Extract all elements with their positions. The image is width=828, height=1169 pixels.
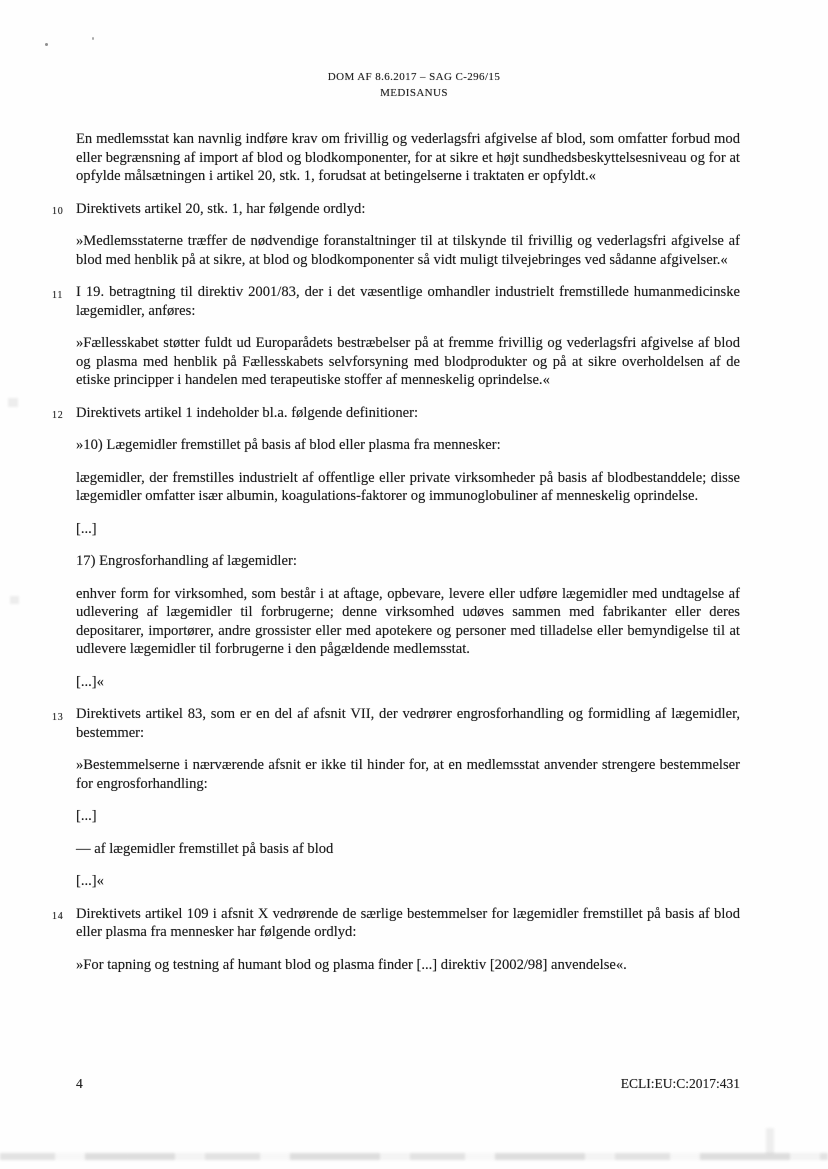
paragraph bbox=[76, 232, 740, 269]
scan-smudge bbox=[10, 596, 19, 604]
paragraph bbox=[76, 469, 740, 506]
numbered-paragraph bbox=[52, 283, 740, 320]
paragraph-text: »10) Lægemidler fremstillet på basis af blod eller plasma fra mennesker: bbox=[76, 437, 501, 453]
document-body bbox=[52, 130, 740, 988]
paragraph bbox=[76, 334, 740, 390]
paragraph-number: 10 bbox=[52, 206, 64, 217]
paragraph-number: 12 bbox=[52, 410, 64, 421]
header-party-line: MEDISANUS bbox=[380, 87, 448, 99]
header-case-line: DOM AF 8.6.2017 – SAG C-296/15 bbox=[327, 71, 501, 83]
paragraph bbox=[76, 585, 740, 659]
paragraph bbox=[76, 807, 740, 826]
paragraph-text: — af lægemidler fremstillet på basis af blod bbox=[76, 840, 334, 857]
paragraph bbox=[76, 840, 740, 859]
paragraph bbox=[76, 436, 740, 455]
paragraph bbox=[76, 130, 740, 186]
scan-smudge bbox=[8, 398, 18, 407]
page-number: 4 bbox=[76, 1076, 83, 1091]
paragraph-text: [...]« bbox=[76, 873, 104, 889]
paragraph bbox=[76, 520, 740, 539]
paragraph-text: »For tapning og testning af humant blod og plasma finder [...] direktiv [2002/98] anvendelse«. bbox=[76, 956, 627, 973]
scan-edge-artifact bbox=[0, 1153, 828, 1160]
paragraph-number: 13 bbox=[52, 711, 64, 723]
ecli-reference: ECLI:EU:C:2017:431 bbox=[620, 1076, 740, 1091]
page-header bbox=[0, 69, 828, 101]
paragraph-number: 14 bbox=[52, 911, 64, 922]
paragraph bbox=[76, 673, 740, 692]
paragraph-text: I 19. betragtning til direktiv 2001/83, der i det væsentlige omhandler industrielt fremstillede humanmedicinske lægemidler, anføres: bbox=[76, 284, 740, 319]
paragraph-text: [...] bbox=[76, 520, 97, 537]
paragraph-text: En medlemsstat kan navnlig indføre krav om frivillig og vederlagsfri afgivelse af blod, som omfatter forbud mod eller begrænsning af import af blod og blodkomponenter, for at sikre et højt sundhedsbeskyttelsesniveau og for at opfylde målsætningen i artikel 20, stk. 1, forudsat at betingelserne i traktaten er opfyldt.« bbox=[76, 131, 740, 184]
paragraph-text: [...]« bbox=[76, 673, 104, 690]
paragraph-text: »Medlemsstaterne træffer de nødvendige foranstaltninger til at tilskynde til frivillig og vederlagsfri afgivelse af blod med henblik på at sikre, at blod og blodkomponenter så vidt muligt tilvejebringes ved sådanne afgivelser.« bbox=[76, 233, 740, 268]
paragraph-text: Direktivets artikel 1 indeholder bl.a. følgende definitioner: bbox=[76, 404, 419, 421]
scan-smudge bbox=[766, 1128, 774, 1154]
paragraph-text: lægemidler, der fremstilles industrielt af offentlige eller private virksomheder på basis af blodbestanddele; disse lægemidler omfatter især albumin, koagulations-faktorer og immunoglobuliner af menneskelig oprindelse. bbox=[76, 469, 740, 504]
paragraph-text: 17) Engrosforhandling af lægemidler: bbox=[76, 553, 297, 569]
numbered-paragraph bbox=[52, 905, 740, 942]
paragraph-text: »Fællesskabet støtter fuldt ud Europarådets bestræbelser på at fremme frivillig og vederlagsfri afgivelse af blod og plasma med henblik på Fællesskabets selvforsyning med blodprodukter og på at sikre overholdelsen af de etiske principper i handelen med terapeutiske stoffer af menneskelig oprindelse.« bbox=[76, 335, 740, 388]
numbered-paragraph bbox=[52, 404, 740, 423]
numbered-paragraph bbox=[52, 705, 740, 742]
paragraph-text: [...] bbox=[76, 808, 97, 824]
scan-speck bbox=[45, 43, 48, 46]
paragraph bbox=[76, 956, 740, 975]
paragraph-number: 11 bbox=[52, 289, 64, 301]
paragraph bbox=[76, 756, 740, 793]
paragraph-text: Direktivets artikel 109 i afsnit X vedrørende de særlige bestemmelser for lægemidler fremstillet på basis af blod eller plasma fra mennesker har følgende ordlyd: bbox=[76, 905, 740, 940]
scan-speck bbox=[92, 37, 94, 40]
paragraph bbox=[76, 552, 740, 571]
numbered-paragraph bbox=[52, 200, 740, 219]
paragraph-text: enhver form for virksomhed, som består i at aftage, opbevare, levere eller udføre lægemidler med undtagelse af udlevering af lægemidler til forbrugerne; denne virksomhed udøves sammen med fabrikanter eller deres depositarer, importører, andre grossister eller med apotekere og personer med tilladelse eller bemyndigelse til at udlevere lægemidler til forbrugerne i den pågældende medlemsstat. bbox=[76, 585, 740, 657]
paragraph-text: Direktivets artikel 83, som er en del af afsnit VII, der vedrører engrosforhandling og formidling af lægemidler, bestemmer: bbox=[76, 706, 740, 741]
paragraph-text: Direktivets artikel 20, stk. 1, har følgende ordlyd: bbox=[76, 200, 366, 217]
page-footer bbox=[76, 1076, 740, 1092]
paragraph bbox=[76, 872, 740, 891]
paragraph-text: »Bestemmelserne i nærværende afsnit er ikke til hinder for, at en medlemsstat anvender strengere bestemmelser for engrosforhandling: bbox=[76, 757, 740, 792]
